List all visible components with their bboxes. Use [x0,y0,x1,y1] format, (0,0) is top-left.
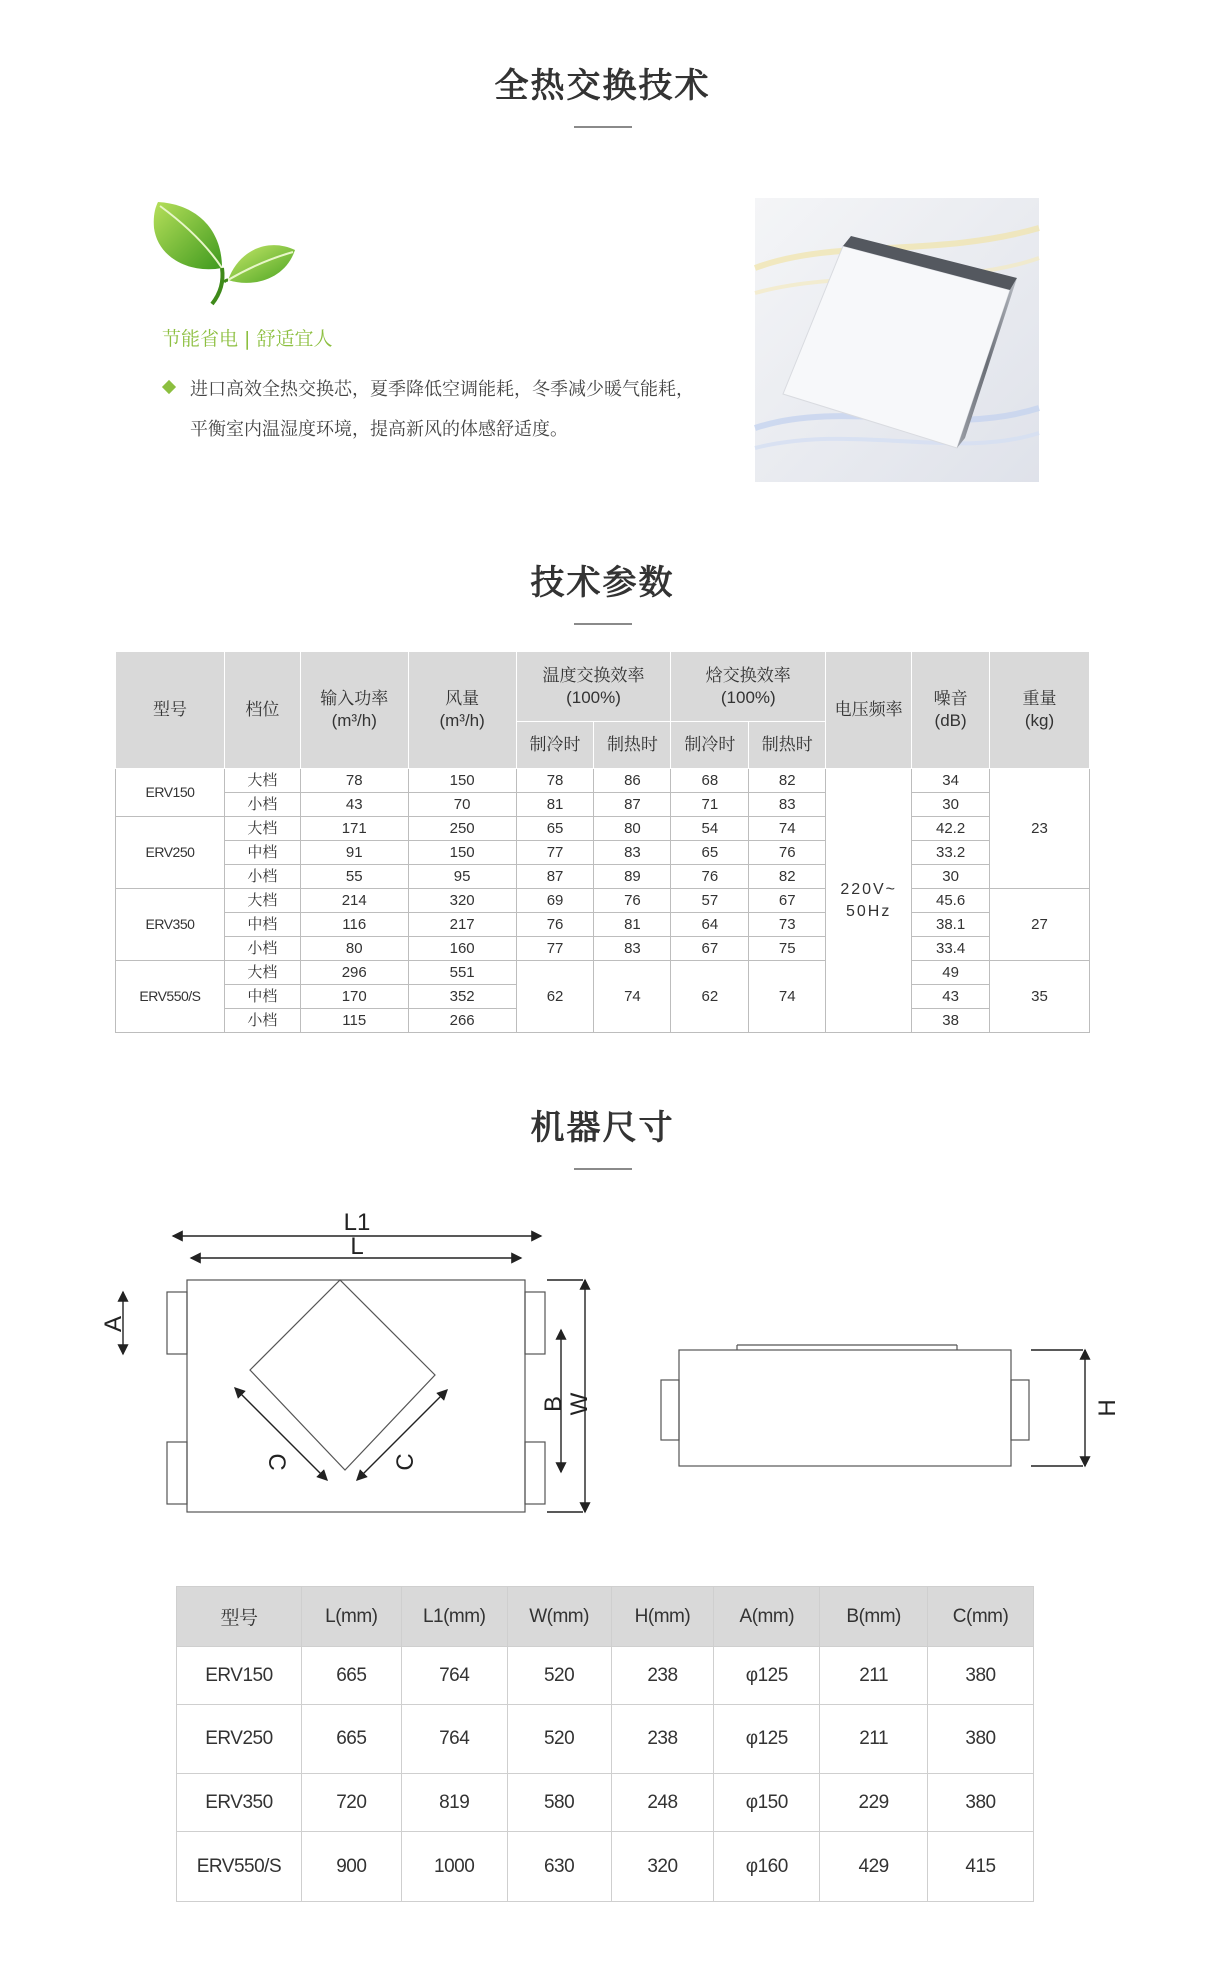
header-temp-heat: 制热时 [594,722,671,769]
header-airflow: 风量 (m³/h) [408,652,516,769]
enth-cool-cell: 62 [671,961,749,1033]
power-cell: 214 [300,889,408,913]
dim-header: 型号 [177,1587,302,1647]
dim-header: C(mm) [928,1587,1034,1647]
enth-heat-cell: 82 [749,865,826,889]
enth-cool-cell: 64 [671,913,749,937]
dim-cell: ERV350 [177,1774,302,1832]
power-cell: 80 [300,937,408,961]
model-cell: ERV150 [116,769,225,817]
header-enth-heat: 制热时 [749,722,826,769]
power-cell: 170 [300,985,408,1009]
dim-cell: 764 [401,1647,507,1705]
dim-cell: 380 [928,1774,1034,1832]
label-C-right: C [392,1453,419,1471]
airflow-cell: 150 [408,841,516,865]
title-underline [574,1168,632,1170]
label-L: L [350,1233,364,1260]
power-cell: 171 [300,817,408,841]
gear-cell: 大档 [224,817,300,841]
model-cell: ERV550/S [116,961,225,1033]
enth-heat-cell: 67 [749,889,826,913]
dim-cell: φ150 [714,1774,820,1832]
dim-cell: 380 [928,1705,1034,1774]
noise-cell: 49 [912,961,990,985]
title-underline [574,126,632,128]
temp-cool-cell: 77 [516,841,594,865]
airflow-cell: 217 [408,913,516,937]
table-row [177,1705,1034,1774]
gear-cell: 小档 [224,937,300,961]
slogan: 节能省电 | 舒适宜人 [162,328,333,350]
table-row [177,1647,1034,1705]
enth-heat-cell: 74 [749,817,826,841]
dim-header: L(mm) [301,1587,401,1647]
header-temp-cool: 制冷时 [516,722,594,769]
noise-cell: 38 [912,1009,990,1033]
dim-cell: 764 [401,1705,507,1774]
header-enth-cool: 制冷时 [671,722,749,769]
dim-cell: 665 [301,1705,401,1774]
noise-cell: 33.4 [912,937,990,961]
weight-cell: 23 [990,769,1090,889]
header-weight: 重量 (kg) [990,652,1090,769]
label-C-left: C [263,1453,290,1471]
header-noise: 噪音 (dB) [912,652,990,769]
header-power: 输入功率 (m³/h) [300,652,408,769]
gear-cell: 大档 [224,769,300,793]
airflow-cell: 70 [408,793,516,817]
header-temp-efficiency: 温度交换效率 (100%) [516,652,671,722]
temp-heat-cell: 89 [594,865,671,889]
section-title-tech-params: 技术参数 [530,563,675,603]
power-cell: 116 [300,913,408,937]
temp-cool-cell: 77 [516,937,594,961]
desc-line-2: 平衡室内温湿度环境，提高新风的体感舒适度。 [190,419,568,440]
dim-cell: 1000 [401,1832,507,1902]
power-cell: 115 [300,1009,408,1033]
noise-cell: 34 [912,769,990,793]
gear-cell: 大档 [224,961,300,985]
weight-cell: 35 [990,961,1090,1033]
dim-cell: 819 [401,1774,507,1832]
enth-cool-cell: 67 [671,937,749,961]
enth-cool-cell: 65 [671,841,749,865]
noise-cell: 42.2 [912,817,990,841]
enth-cool-cell: 68 [671,769,749,793]
temp-heat-cell: 83 [594,937,671,961]
gear-cell: 小档 [224,793,300,817]
enth-cool-cell: 57 [671,889,749,913]
temp-heat-cell: 74 [594,961,671,1033]
temp-heat-cell: 87 [594,793,671,817]
dim-cell: ERV150 [177,1647,302,1705]
noise-cell: 43 [912,985,990,1009]
temp-heat-cell: 83 [594,841,671,865]
weight-cell: 27 [990,889,1090,961]
dim-cell: 248 [611,1774,714,1832]
dim-header: L1(mm) [401,1587,507,1647]
header-gear: 档位 [224,652,300,769]
desc-line-1: 进口高效全热交换芯，夏季降低空调能耗，冬季减少暖气能耗， [190,379,694,400]
gear-cell: 小档 [224,865,300,889]
noise-cell: 45.6 [912,889,990,913]
dim-cell: 380 [928,1647,1034,1705]
dim-cell: 211 [820,1705,928,1774]
dimension-drawing [95,1200,1121,1530]
dim-cell: 665 [301,1647,401,1705]
leaf-icon [150,198,300,308]
model-cell: ERV350 [116,889,225,961]
temp-heat-cell: 81 [594,913,671,937]
dim-header: H(mm) [611,1587,714,1647]
dim-cell: 429 [820,1832,928,1902]
dim-cell: 520 [507,1705,611,1774]
dim-header: A(mm) [714,1587,820,1647]
section-title-heat-exchange: 全热交换技术 [494,66,711,106]
gear-cell: 大档 [224,889,300,913]
noise-cell: 33.2 [912,841,990,865]
dim-cell: ERV250 [177,1705,302,1774]
gear-cell: 中档 [224,985,300,1009]
gear-cell: 中档 [224,841,300,865]
temp-cool-cell: 62 [516,961,594,1033]
airflow-cell: 250 [408,817,516,841]
voltage-cell: 220V~ 50Hz [826,769,912,1033]
enth-heat-cell: 82 [749,769,826,793]
power-cell: 55 [300,865,408,889]
noise-cell: 30 [912,793,990,817]
table-row [177,1832,1034,1902]
tech-params-table [115,651,1090,1033]
label-B: B [540,1395,567,1413]
dimensions-table [176,1586,1034,1902]
header-model: 型号 [116,652,225,769]
dim-cell: ERV550/S [177,1832,302,1902]
temp-cool-cell: 87 [516,865,594,889]
gear-cell: 小档 [224,1009,300,1033]
noise-cell: 30 [912,865,990,889]
temp-cool-cell: 78 [516,769,594,793]
temp-cool-cell: 81 [516,793,594,817]
dim-cell: 580 [507,1774,611,1832]
airflow-cell: 95 [408,865,516,889]
bullet-diamond-icon [162,380,176,394]
airflow-cell: 352 [408,985,516,1009]
temp-cool-cell: 69 [516,889,594,913]
enth-cool-cell: 76 [671,865,749,889]
gear-cell: 中档 [224,913,300,937]
title-underline [574,623,632,625]
label-L1: L1 [343,1209,371,1236]
dim-cell: 720 [301,1774,401,1832]
airflow-cell: 320 [408,889,516,913]
table-row [177,1774,1034,1832]
model-cell: ERV250 [116,817,225,889]
feature-description [190,370,750,450]
power-cell: 43 [300,793,408,817]
section-title-dimensions: 机器尺寸 [530,1108,675,1148]
dim-header: W(mm) [507,1587,611,1647]
temp-heat-cell: 86 [594,769,671,793]
power-cell: 78 [300,769,408,793]
dim-cell: 211 [820,1647,928,1705]
header-voltage: 电压频率 [826,652,912,769]
label-W: W [566,1392,593,1416]
airflow-cell: 266 [408,1009,516,1033]
enth-heat-cell: 74 [749,961,826,1033]
dim-cell: φ160 [714,1832,820,1902]
temp-cool-cell: 65 [516,817,594,841]
temp-heat-cell: 76 [594,889,671,913]
temp-heat-cell: 80 [594,817,671,841]
dim-cell: 229 [820,1774,928,1832]
dim-cell: φ125 [714,1647,820,1705]
dim-cell: 900 [301,1832,401,1902]
enth-heat-cell: 76 [749,841,826,865]
temp-cool-cell: 76 [516,913,594,937]
dim-cell: 520 [507,1647,611,1705]
enth-heat-cell: 83 [749,793,826,817]
enth-cool-cell: 71 [671,793,749,817]
airflow-cell: 150 [408,769,516,793]
dim-cell: 415 [928,1832,1034,1902]
power-cell: 296 [300,961,408,985]
power-cell: 91 [300,841,408,865]
heat-exchanger-core-image [755,198,1039,482]
header-enthalpy-efficiency: 焓交换效率 (100%) [671,652,826,722]
airflow-cell: 160 [408,937,516,961]
enth-heat-cell: 73 [749,913,826,937]
enth-heat-cell: 75 [749,937,826,961]
dim-header: B(mm) [820,1587,928,1647]
label-H: H [1094,1399,1121,1417]
dim-cell: 630 [507,1832,611,1902]
dim-cell: φ125 [714,1705,820,1774]
dim-cell: 320 [611,1832,714,1902]
label-A: A [100,1315,127,1333]
airflow-cell: 551 [408,961,516,985]
dim-cell: 238 [611,1647,714,1705]
noise-cell: 38.1 [912,913,990,937]
enth-cool-cell: 54 [671,817,749,841]
dim-cell: 238 [611,1705,714,1774]
